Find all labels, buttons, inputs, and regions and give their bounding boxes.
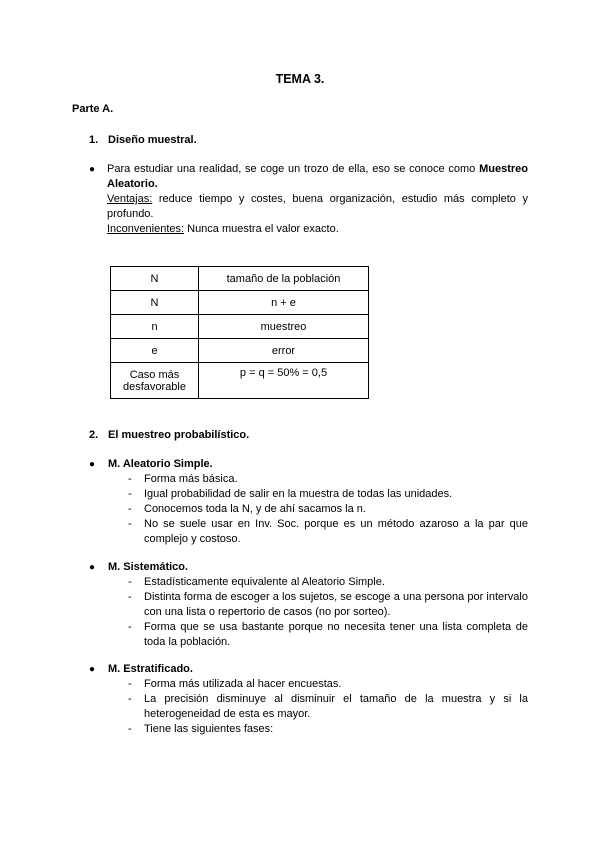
list-item <box>128 590 528 620</box>
intro-bold-term: Muestreo Aleatorio. <box>107 163 528 190</box>
table-row <box>111 315 369 339</box>
list-item <box>128 517 528 547</box>
bullet-icon: ● <box>89 562 96 573</box>
group-list <box>128 575 528 650</box>
list-item-text: Forma más básica. <box>144 473 238 485</box>
intro-text: Para estudiar una realidad, se coge un trozo de ella, eso se conoce como <box>107 163 480 175</box>
list-item-text: Distinta forma de escoger a los sujetos, se escoge a una persona por intervalo con una lista o repertorio de casos (no por sorteo). <box>144 591 528 618</box>
table-cell: muestreo <box>199 315 369 339</box>
document-title: TEMA 3. <box>275 72 325 86</box>
bullet-icon: ● <box>89 459 96 470</box>
list-item-text: Forma más utilizada al hacer encuestas. <box>144 678 342 690</box>
list-item-text: Igual probabilidad de salir en la muestra de todas las unidades. <box>144 488 453 500</box>
intro-block <box>107 162 528 237</box>
list-item <box>128 722 528 737</box>
group-heading <box>89 458 213 470</box>
dash-icon: - <box>128 576 132 588</box>
dash-icon: - <box>128 723 132 735</box>
list-item <box>128 502 528 517</box>
group-list <box>128 472 528 547</box>
table-cell: error <box>199 339 369 363</box>
section-1-title: Diseño muestral. <box>108 134 197 146</box>
part-heading: Parte A. <box>72 103 114 115</box>
bullet-icon: ● <box>89 664 96 675</box>
ventajas-line <box>107 192 528 222</box>
dash-icon: - <box>128 678 132 690</box>
inconvenientes-text: Nunca muestra el valor exacto. <box>184 223 339 235</box>
list-item <box>128 487 528 502</box>
table-cell: tamaño de la población <box>199 267 369 291</box>
dash-icon: - <box>128 503 132 515</box>
table-row <box>111 267 369 291</box>
table-row <box>111 291 369 315</box>
section-1-heading <box>89 134 197 146</box>
group-list <box>128 677 528 737</box>
ventajas-text: reduce tiempo y costes, buena organización, estudio más completo y profundo. <box>107 193 528 220</box>
section-1-number: 1. <box>89 134 99 146</box>
list-item-text: La precisión disminuye al disminuir el tamaño de la muestra y si la heterogeneidad de esta es mayor. <box>144 693 528 720</box>
dash-icon: - <box>128 621 132 633</box>
notation-table <box>110 266 369 399</box>
inconvenientes-label: Inconvenientes: <box>107 223 185 235</box>
table-row <box>111 339 369 363</box>
table-cell: n + e <box>199 291 369 315</box>
ventajas-label: Ventajas: <box>107 193 153 205</box>
list-item-text: Tiene las siguientes fases: <box>144 723 274 735</box>
inconvenientes-line <box>107 222 528 237</box>
list-item <box>128 472 528 487</box>
group-heading <box>89 561 188 573</box>
table-cell: e <box>111 339 199 363</box>
table-cell: p = q = 50% = 0,5 <box>199 363 369 399</box>
table-cell: N <box>111 267 199 291</box>
dash-icon: - <box>128 591 132 603</box>
section-2-heading <box>89 429 249 441</box>
list-item-text: Estadísticamente equivalente al Aleatorio Simple. <box>144 576 385 588</box>
section-2-title: El muestreo probabilístico. <box>108 429 250 441</box>
table-row <box>111 363 369 399</box>
table-cell: n <box>111 315 199 339</box>
dash-icon: - <box>128 518 132 530</box>
table-cell: Caso más desfavorable <box>111 363 199 399</box>
list-item-text: No se suele usar en Inv. Soc. porque es un método azaroso a la par que complejo y costoso. <box>144 518 528 545</box>
list-item-text: Forma que se usa bastante porque no necesita tener una lista completa de toda la población. <box>144 621 528 648</box>
list-item <box>128 692 528 722</box>
group-title: M. Sistemático. <box>108 561 189 573</box>
dash-icon: - <box>128 693 132 705</box>
bullet-icon: ● <box>89 164 96 175</box>
group-title: M. Estratificado. <box>108 663 193 675</box>
list-item <box>128 620 528 650</box>
list-item <box>128 677 528 692</box>
list-item <box>128 575 528 590</box>
table-cell: N <box>111 291 199 315</box>
section-2-number: 2. <box>89 429 99 441</box>
dash-icon: - <box>128 488 132 500</box>
group-heading <box>89 663 193 675</box>
list-item-text: Conocemos toda la N, y de ahí sacamos la n. <box>144 503 366 515</box>
dash-icon: - <box>128 473 132 485</box>
intro-paragraph <box>107 162 528 192</box>
group-title: M. Aleatorio Simple. <box>108 458 213 470</box>
